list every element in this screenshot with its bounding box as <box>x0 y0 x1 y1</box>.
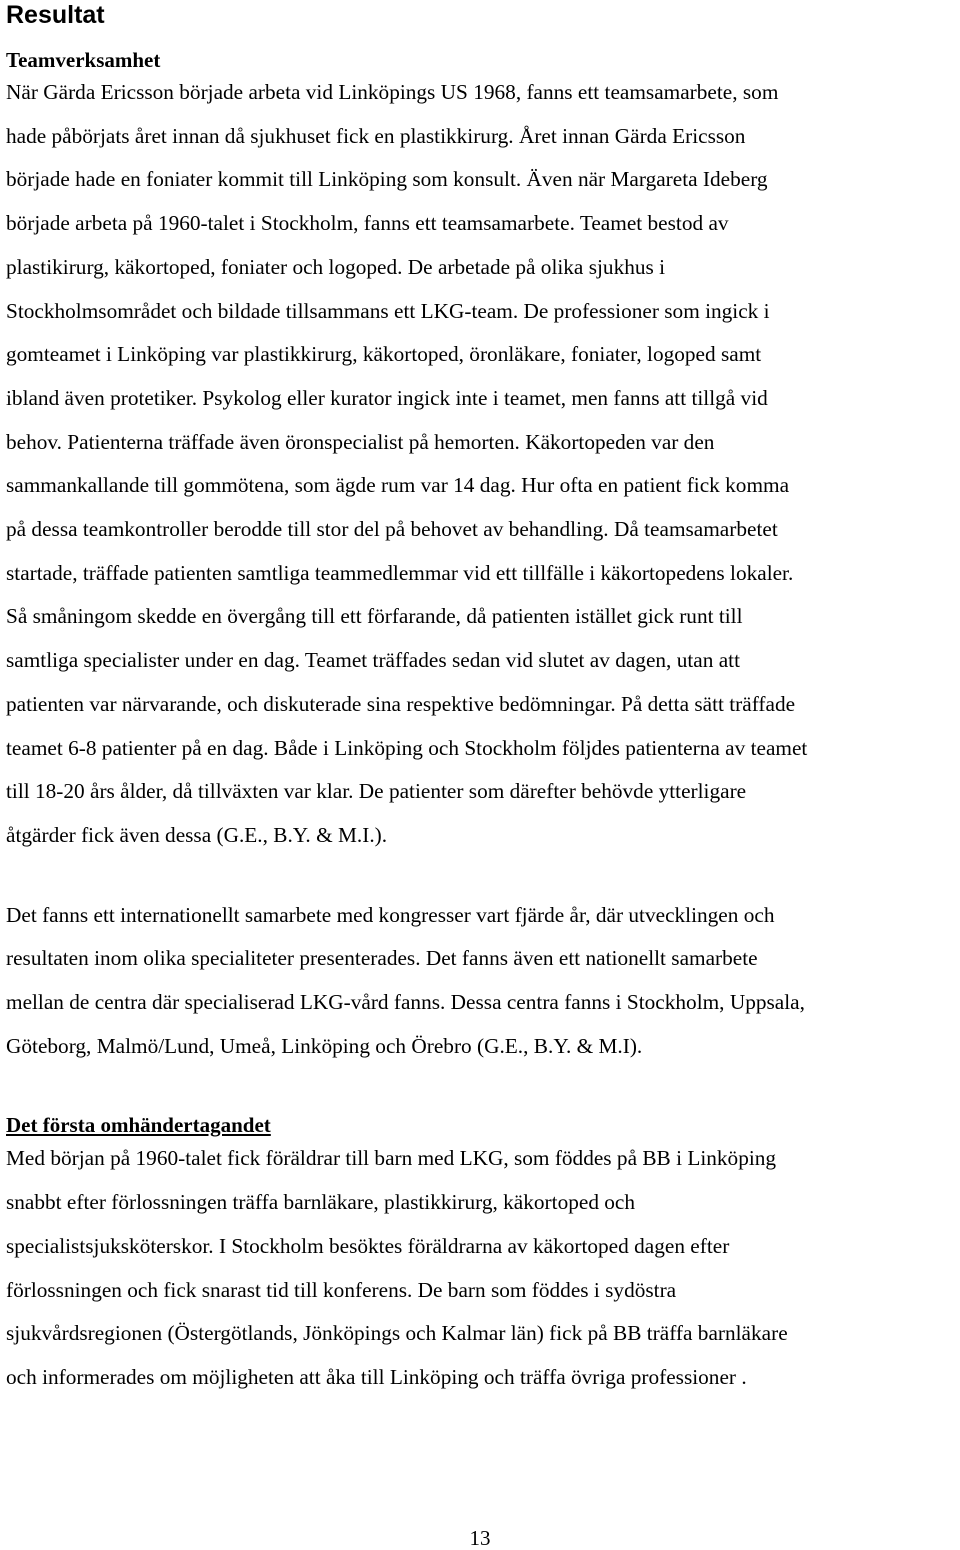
text-line: gomteamet i Linköping var plastikkirurg, käkortoped, öronläkare, foniater, logoped samt <box>6 342 762 367</box>
text-line: började arbeta på 1960-talet i Stockholm, fanns ett teamsamarbete. Teamet bestod av <box>6 211 729 236</box>
document-page <box>6 0 958 1400</box>
paragraph-forsta-omhandertagandet <box>6 1137 958 1399</box>
text-line: teamet 6-8 patienter på en dag. Både i Linköping och Stockholm följdes patienterna av teamet <box>6 735 808 760</box>
page-number: 13 <box>469 1526 491 1550</box>
text-line: ibland även protetiker. Psykolog eller kurator ingick inte i teamet, men fanns att tillgå vid <box>6 385 768 410</box>
text-line: sjukvårdsregionen (Östergötlands, Jönköpings och Kalmar län) fick på BB träffa barnläkare <box>6 1321 788 1346</box>
text-line: åtgärder fick även dessa (G.E., B.Y. & M.I.). <box>6 822 388 847</box>
text-line: Så småningom skedde en övergång till ett förfarande, då patienten istället gick runt till <box>6 604 743 629</box>
text-line: patienten var närvarande, och diskuterade sina respektive bedömningar. På detta sätt träffade <box>6 691 796 716</box>
text-line: Göteborg, Malmö/Lund, Umeå, Linköping och Örebro (G.E., B.Y. & M.I). <box>6 1033 643 1058</box>
text-line: snabbt efter förlossningen träffa barnläkare, plastikkirurg, käkortoped och <box>6 1190 636 1215</box>
text-line: Med början på 1960-talet fick föräldrar till barn med LKG, som föddes på BB i Linköping <box>6 1146 777 1171</box>
text-line: Stockholmsområdet och bildade tillsammans ett LKG-team. De professioner som ingick i <box>6 298 770 323</box>
text-line: plastikirurg, käkortoped, foniater och logoped. De arbetade på olika sjukhus i <box>6 254 666 279</box>
text-line: När Gärda Ericsson började arbeta vid Linköpings US 1968, fanns ett teamsamarbete, som <box>6 80 779 104</box>
section-heading-forsta-omhandertagandet: Det första omhändertagandet <box>6 1113 271 1138</box>
paragraph-teamverksamhet-1 <box>6 71 958 858</box>
text-line: startade, träffade patienten samtliga teammedlemmar vid ett tillfälle i käkortopedens lokaler. <box>6 560 794 585</box>
page-title: Resultat <box>6 1 105 29</box>
text-line: och informerades om möjligheten att åka till Linköping och träffa övriga professioner . <box>6 1364 747 1389</box>
text-line: behov. Patienterna träffade även öronspecialist på hemorten. Käkortopeden var den <box>6 429 715 454</box>
text-line: samtliga specialister under en dag. Teamet träffades sedan vid slutet av dagen, utan att <box>6 648 740 673</box>
text-line: resultaten inom olika specialiteter presenterades. Det fanns även ett nationellt samarbete <box>6 946 758 971</box>
text-line: började hade en foniater kommit till Linköping som konsult. Även när Margareta Ideberg <box>6 167 768 192</box>
text-line: sammankallande till gommötena, som ägde rum var 14 dag. Hur ofta en patient fick komma <box>6 473 790 498</box>
text-line: förlossningen och fick snarast tid till konferens. De barn som föddes i sydöstra <box>6 1277 677 1302</box>
text-line: specialistsjuksköterskor. I Stockholm besöktes föräldrarna av käkortoped dagen efter <box>6 1233 730 1258</box>
section-heading-teamverksamhet: Teamverksamhet <box>6 48 161 72</box>
text-line: Det fanns ett internationellt samarbete med kongresser vart fjärde år, där utvecklingen och <box>6 902 775 927</box>
paragraph-teamverksamhet-2 <box>6 894 958 1069</box>
text-line: på dessa teamkontroller berodde till stor del på behovet av behandling. Då teamsamarbetet <box>6 517 778 542</box>
text-line: mellan de centra där specialiserad LKG-vård fanns. Dessa centra fanns i Stockholm, Uppsala, <box>6 990 805 1015</box>
text-line: hade påbörjats året innan då sjukhuset fick en plastikkirurg. Året innan Gärda Ericsson <box>6 123 746 148</box>
text-line: till 18-20 års ålder, då tillväxten var klar. De patienter som därefter behövde ytterligare <box>6 779 747 804</box>
